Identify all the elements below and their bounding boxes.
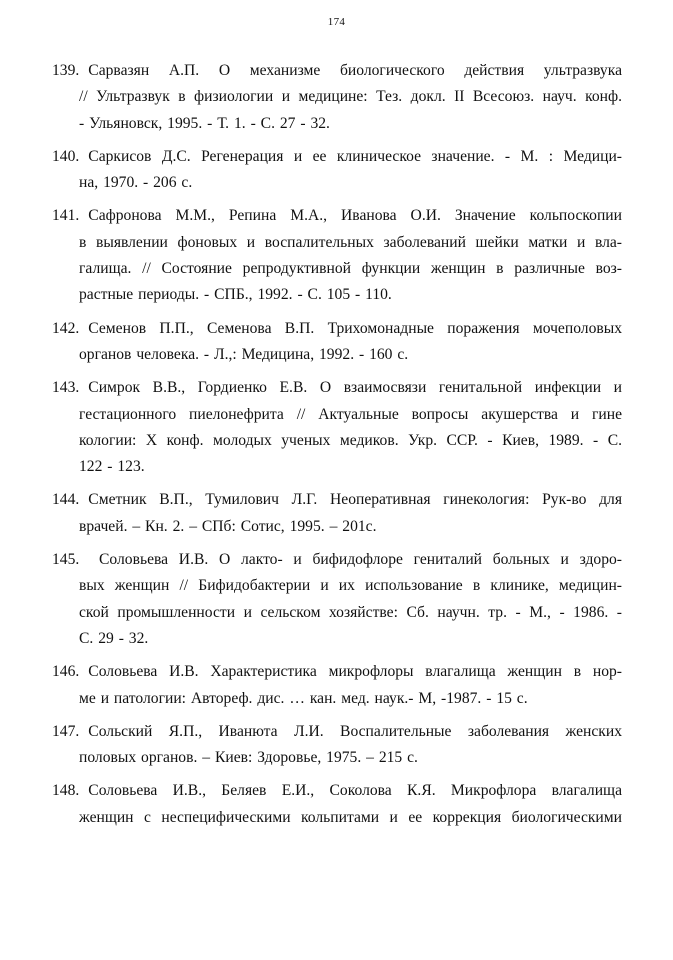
- reference-text: половых органов. – Киев: Здоровье, 1975. – 215 с.: [79, 749, 418, 767]
- reference-line: [52, 111, 622, 137]
- reference-line: [52, 487, 622, 513]
- reference-text: Соловьева И.В. Характеристика микрофлоры влагалища женщин в нор-: [88, 663, 622, 681]
- reference-text: Саркисов Д.С. Регенерация и ее клиническое значение. - М. : Медици-: [88, 147, 622, 165]
- reference-line: [52, 686, 622, 712]
- reference-text: Сольский Я.П., Иванюта Л.И. Воспалительные заболевания женских: [88, 722, 622, 740]
- reference-text: органов человека. - Л.,: Медицина, 1992. - 160 с.: [79, 345, 409, 363]
- reference-item: [52, 659, 622, 712]
- reference-line: [52, 428, 622, 454]
- reference-number: 142.: [52, 319, 80, 337]
- reference-line: [52, 805, 622, 831]
- reference-line: [52, 170, 622, 196]
- reference-text: галища. // Состояние репродуктивной функции женщин в различные воз-: [79, 260, 622, 278]
- reference-text: кологии: Х конф. молодых ученых медиков. Укр. ССР. - Киев, 1989. - С.: [79, 431, 622, 449]
- reference-line: [52, 84, 622, 110]
- reference-number: 143.: [52, 379, 80, 397]
- reference-text: - Ульяновск, 1995. - Т. 1. - С. 27 - 32.: [79, 114, 330, 132]
- reference-text: ской промышленности и сельском хозяйстве: Сб. научн. тр. - М., - 1986. -: [79, 603, 622, 621]
- reference-line: [52, 626, 622, 652]
- reference-number: 139.: [52, 62, 80, 79]
- reference-line: [52, 719, 622, 745]
- reference-number: 140.: [52, 147, 80, 165]
- reference-text: гестационного пиелонефрита // Актуальные вопросы акушерства и гине: [79, 405, 622, 423]
- reference-line: [52, 342, 622, 368]
- reference-line: [52, 256, 622, 282]
- page-number: 174: [327, 16, 346, 28]
- reference-text: на, 1970. - 206 с.: [79, 174, 193, 192]
- reference-text: Семенов П.П., Семенова В.П. Трихомонадные поражения мочеполовых: [88, 319, 622, 337]
- reference-text: Соловьева И.В., Беляев Е.И., Соколова К.Я. Микрофлора влагалища: [88, 782, 622, 800]
- reference-item: [52, 778, 622, 831]
- reference-text: // Ультразвук в физиологии и медицине: Тез. докл. II Всесоюз. науч. конф.: [79, 88, 622, 106]
- reference-text: Соловьева И.В. О лакто- и бифидофлоре гениталий больных и здоро-: [88, 551, 622, 569]
- reference-text: вых женщин // Бифидобактерии и их использование в клинике, медицин-: [79, 577, 622, 595]
- reference-item: [52, 375, 622, 480]
- reference-text: 122 - 123.: [79, 458, 145, 476]
- reference-line: [52, 547, 622, 573]
- reference-text: Сметник В.П., Тумилович Л.Г. Неоперативная гинекология: Рук-во для: [88, 491, 622, 509]
- reference-text: Сарвазян А.П. О механизме биологического действия ультразвука: [88, 62, 622, 79]
- reference-line: [52, 282, 622, 308]
- reference-line: [52, 514, 622, 540]
- reference-item: [52, 487, 622, 540]
- reference-text: ме и патологии: Автореф. дис. … кан. мед. наук.- М, -1987. - 15 с.: [79, 689, 528, 707]
- reference-text: Симрок В.В., Гордиенко Е.В. О взаимосвязи генитальной инфекции и: [88, 379, 622, 397]
- reference-line: [52, 203, 622, 229]
- reference-number: 145.: [52, 551, 80, 569]
- reference-line: [52, 402, 622, 428]
- reference-text: врачей. – Кн. 2. – СПб: Сотис, 1995. – 201с.: [79, 517, 377, 535]
- reference-text: женщин с неспецифическими кольпитами и ее коррекция биологическими: [79, 808, 622, 826]
- reference-item: [52, 316, 622, 369]
- reference-line: [52, 58, 622, 84]
- reference-number: 148.: [52, 782, 80, 800]
- reference-line: [52, 375, 622, 401]
- reference-text: в выявлении фоновых и воспалительных заболеваний шейки матки и вла-: [79, 233, 622, 251]
- reference-line: [52, 659, 622, 685]
- reference-line: [52, 316, 622, 342]
- reference-number: 141.: [52, 207, 80, 225]
- reference-list: [52, 58, 622, 838]
- reference-item: [52, 144, 622, 197]
- reference-item: [52, 547, 622, 652]
- reference-line: [52, 573, 622, 599]
- reference-line: [52, 144, 622, 170]
- reference-line: [52, 600, 622, 626]
- reference-text: растные периоды. - СПБ., 1992. - С. 105 - 110.: [79, 286, 392, 304]
- reference-text: С. 29 - 32.: [79, 629, 149, 647]
- reference-number: 147.: [52, 722, 80, 740]
- reference-number: 146.: [52, 663, 80, 681]
- reference-item: [52, 719, 622, 772]
- reference-line: [52, 230, 622, 256]
- reference-number: 144.: [52, 491, 80, 509]
- reference-line: [52, 454, 622, 480]
- reference-text: Сафронова М.М., Репина М.А., Иванова О.И. Значение кольпоскопии: [88, 207, 622, 225]
- reference-item: [52, 58, 622, 137]
- reference-item: [52, 203, 622, 308]
- reference-line: [52, 778, 622, 804]
- reference-line: [52, 745, 622, 771]
